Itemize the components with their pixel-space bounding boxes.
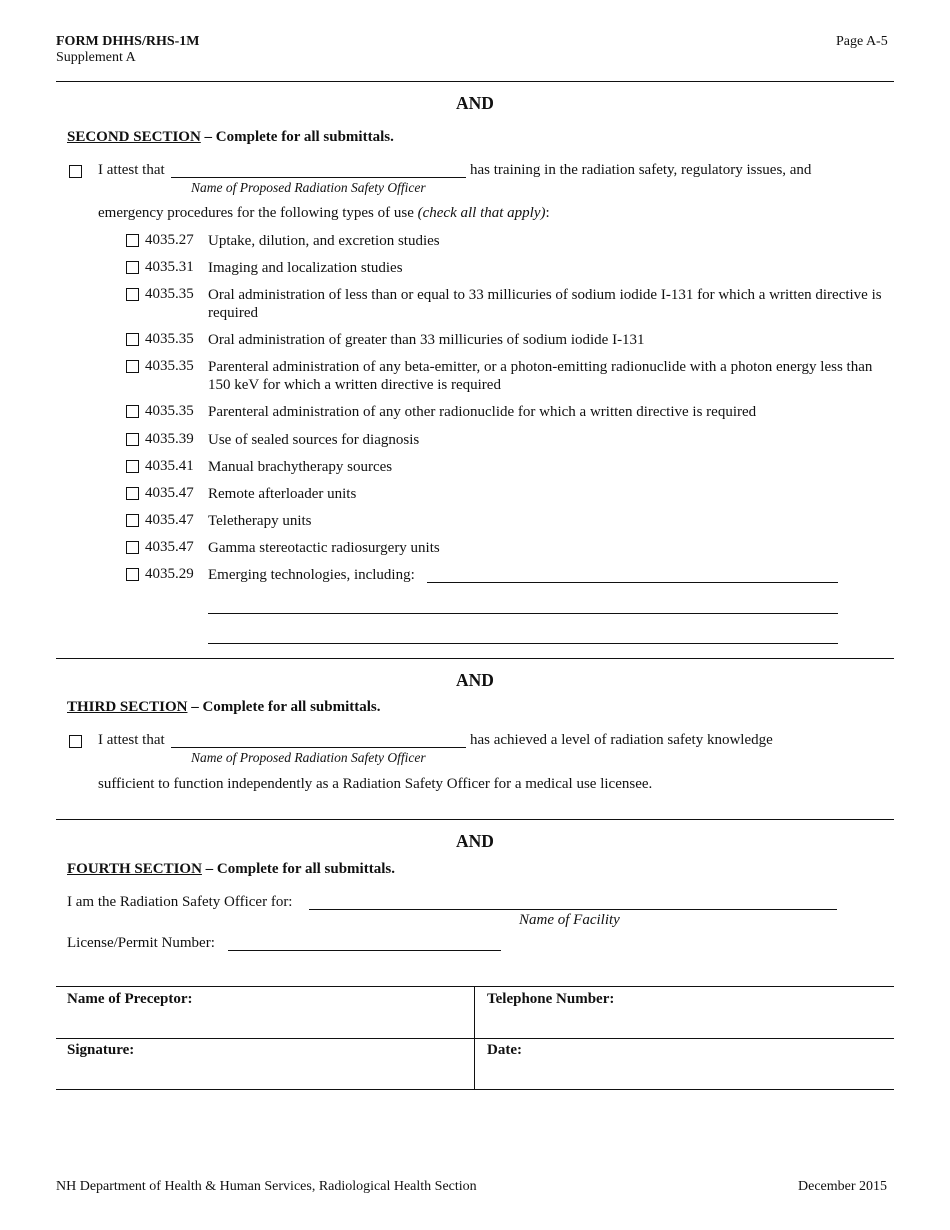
second-section-subtitle: – Complete for all submittals.	[200, 129, 394, 145]
continuation-colon: :	[545, 205, 550, 221]
fourth-section-title: FOURTH SECTION	[67, 861, 202, 877]
second-section-heading	[67, 129, 394, 146]
form-id: FORM DHHS/RHS-1M	[56, 34, 200, 49]
use-checkbox-5[interactable]	[126, 360, 139, 373]
signature-label: Signature:	[67, 1042, 135, 1058]
use-checkbox-10[interactable]	[126, 514, 139, 527]
date-field[interactable]	[476, 1039, 893, 1088]
use-desc-1: Uptake, dilution, and excretion studies	[208, 233, 440, 249]
third-section-rso-name-field[interactable]	[171, 747, 466, 748]
footer-date: December 2015	[798, 1179, 888, 1194]
and-separator-2: AND	[456, 670, 494, 690]
rso-for-label: I am the Radiation Safety Officer for:	[67, 894, 293, 910]
table-bottom-border	[56, 1089, 894, 1090]
second-section-attest-checkbox[interactable]	[69, 165, 82, 178]
use-desc-7: Use of sealed sources for diagnosis	[208, 432, 420, 448]
header-divider	[56, 81, 894, 82]
use-code-10: 4035.47	[145, 512, 194, 528]
use-checkbox-4[interactable]	[126, 333, 139, 346]
third-section-attest-suffix: has achieved a level of radiation safety knowledge	[470, 732, 773, 748]
use-code-7: 4035.39	[145, 431, 194, 447]
third-section-heading	[67, 699, 381, 716]
and-separator-3: AND	[456, 831, 494, 851]
use-checkbox-12[interactable]	[126, 568, 139, 581]
use-checkbox-11[interactable]	[126, 541, 139, 554]
second-section-continuation	[98, 205, 550, 222]
check-all-note: (check all that apply)	[417, 205, 546, 221]
supplement-label: Supplement A	[56, 50, 136, 65]
use-code-6: 4035.35	[145, 403, 194, 419]
second-section-name-caption: Name of Proposed Radiation Safety Officer	[191, 180, 426, 195]
license-number-label: License/Permit Number:	[67, 935, 215, 951]
use-code-1: 4035.27	[145, 232, 194, 248]
second-section-attest-prefix: I attest that	[98, 162, 165, 178]
use-code-11: 4035.47	[145, 539, 194, 555]
fourth-section-heading	[67, 861, 395, 878]
third-section-title: THIRD SECTION	[67, 699, 188, 715]
telephone-number-label: Telephone Number:	[487, 991, 615, 1007]
use-desc-11: Gamma stereotactic radiosurgery units	[208, 540, 440, 556]
use-desc-2: Imaging and localization studies	[208, 260, 403, 276]
second-section-rso-name-field[interactable]	[171, 177, 466, 178]
license-number-field[interactable]	[228, 950, 501, 951]
third-section-attest-checkbox[interactable]	[69, 735, 82, 748]
third-section-subtitle: – Complete for all submittals.	[187, 699, 381, 715]
use-checkbox-3[interactable]	[126, 288, 139, 301]
footer-department: NH Department of Health & Human Services, Radiological Health Section	[56, 1179, 477, 1194]
section-divider-2	[56, 658, 894, 659]
second-section-title: SECOND SECTION	[67, 129, 201, 145]
page-number: Page A-5	[836, 34, 888, 49]
use-desc-12: Emerging technologies, including:	[208, 567, 415, 583]
use-checkbox-9[interactable]	[126, 487, 139, 500]
facility-name-field[interactable]	[309, 909, 837, 910]
continuation-text: emergency procedures for the following types of use	[98, 205, 418, 221]
emerging-technologies-field-1[interactable]	[427, 582, 838, 583]
use-checkbox-8[interactable]	[126, 460, 139, 473]
use-code-12: 4035.29	[145, 566, 194, 582]
use-desc-4: Oral administration of greater than 33 millicuries of sodium iodide I-131	[208, 332, 645, 348]
use-code-8: 4035.41	[145, 458, 194, 474]
use-code-3: 4035.35	[145, 286, 194, 302]
use-desc-3: Oral administration of less than or equal to 33 millicuries of sodium iodide I-131 for which a written directive is required	[208, 287, 882, 321]
section-divider-3	[56, 819, 894, 820]
use-desc-9: Remote afterloader units	[208, 486, 357, 502]
facility-caption: Name of Facility	[519, 912, 620, 928]
use-code-5: 4035.35	[145, 358, 194, 374]
use-desc-10: Teletherapy units	[208, 513, 312, 529]
third-section-attest-prefix: I attest that	[98, 732, 165, 748]
use-checkbox-1[interactable]	[126, 234, 139, 247]
table-column-divider	[474, 987, 475, 1090]
emerging-technologies-field-2[interactable]	[208, 613, 838, 614]
use-code-2: 4035.31	[145, 259, 194, 275]
use-code-9: 4035.47	[145, 485, 194, 501]
use-checkbox-6[interactable]	[126, 405, 139, 418]
preceptor-name-label: Name of Preceptor:	[67, 991, 193, 1007]
use-desc-6: Parenteral administration of any other radionuclide for which a written directive is required	[208, 404, 757, 420]
date-label: Date:	[487, 1042, 522, 1058]
emerging-technologies-field-3[interactable]	[208, 643, 838, 644]
use-desc-5: Parenteral administration of any beta-emitter, or a photon-emitting radionuclide with a photon energy less than 150 keV for which a written directive is required	[208, 359, 873, 393]
signature-field[interactable]	[57, 1039, 473, 1088]
second-section-attest-suffix: has training in the radiation safety, regulatory issues, and	[470, 162, 812, 178]
use-checkbox-7[interactable]	[126, 433, 139, 446]
third-section-name-caption: Name of Proposed Radiation Safety Officer	[191, 750, 426, 765]
use-desc-8: Manual brachytherapy sources	[208, 459, 393, 475]
and-separator-1: AND	[456, 93, 494, 113]
telephone-number-field[interactable]	[476, 987, 893, 1037]
use-code-4: 4035.35	[145, 331, 194, 347]
use-checkbox-2[interactable]	[126, 261, 139, 274]
fourth-section-subtitle: – Complete for all submittals.	[201, 861, 395, 877]
third-section-continuation: sufficient to function independently as a Radiation Safety Officer for a medical use licensee.	[98, 776, 653, 792]
preceptor-name-field[interactable]	[57, 987, 473, 1037]
